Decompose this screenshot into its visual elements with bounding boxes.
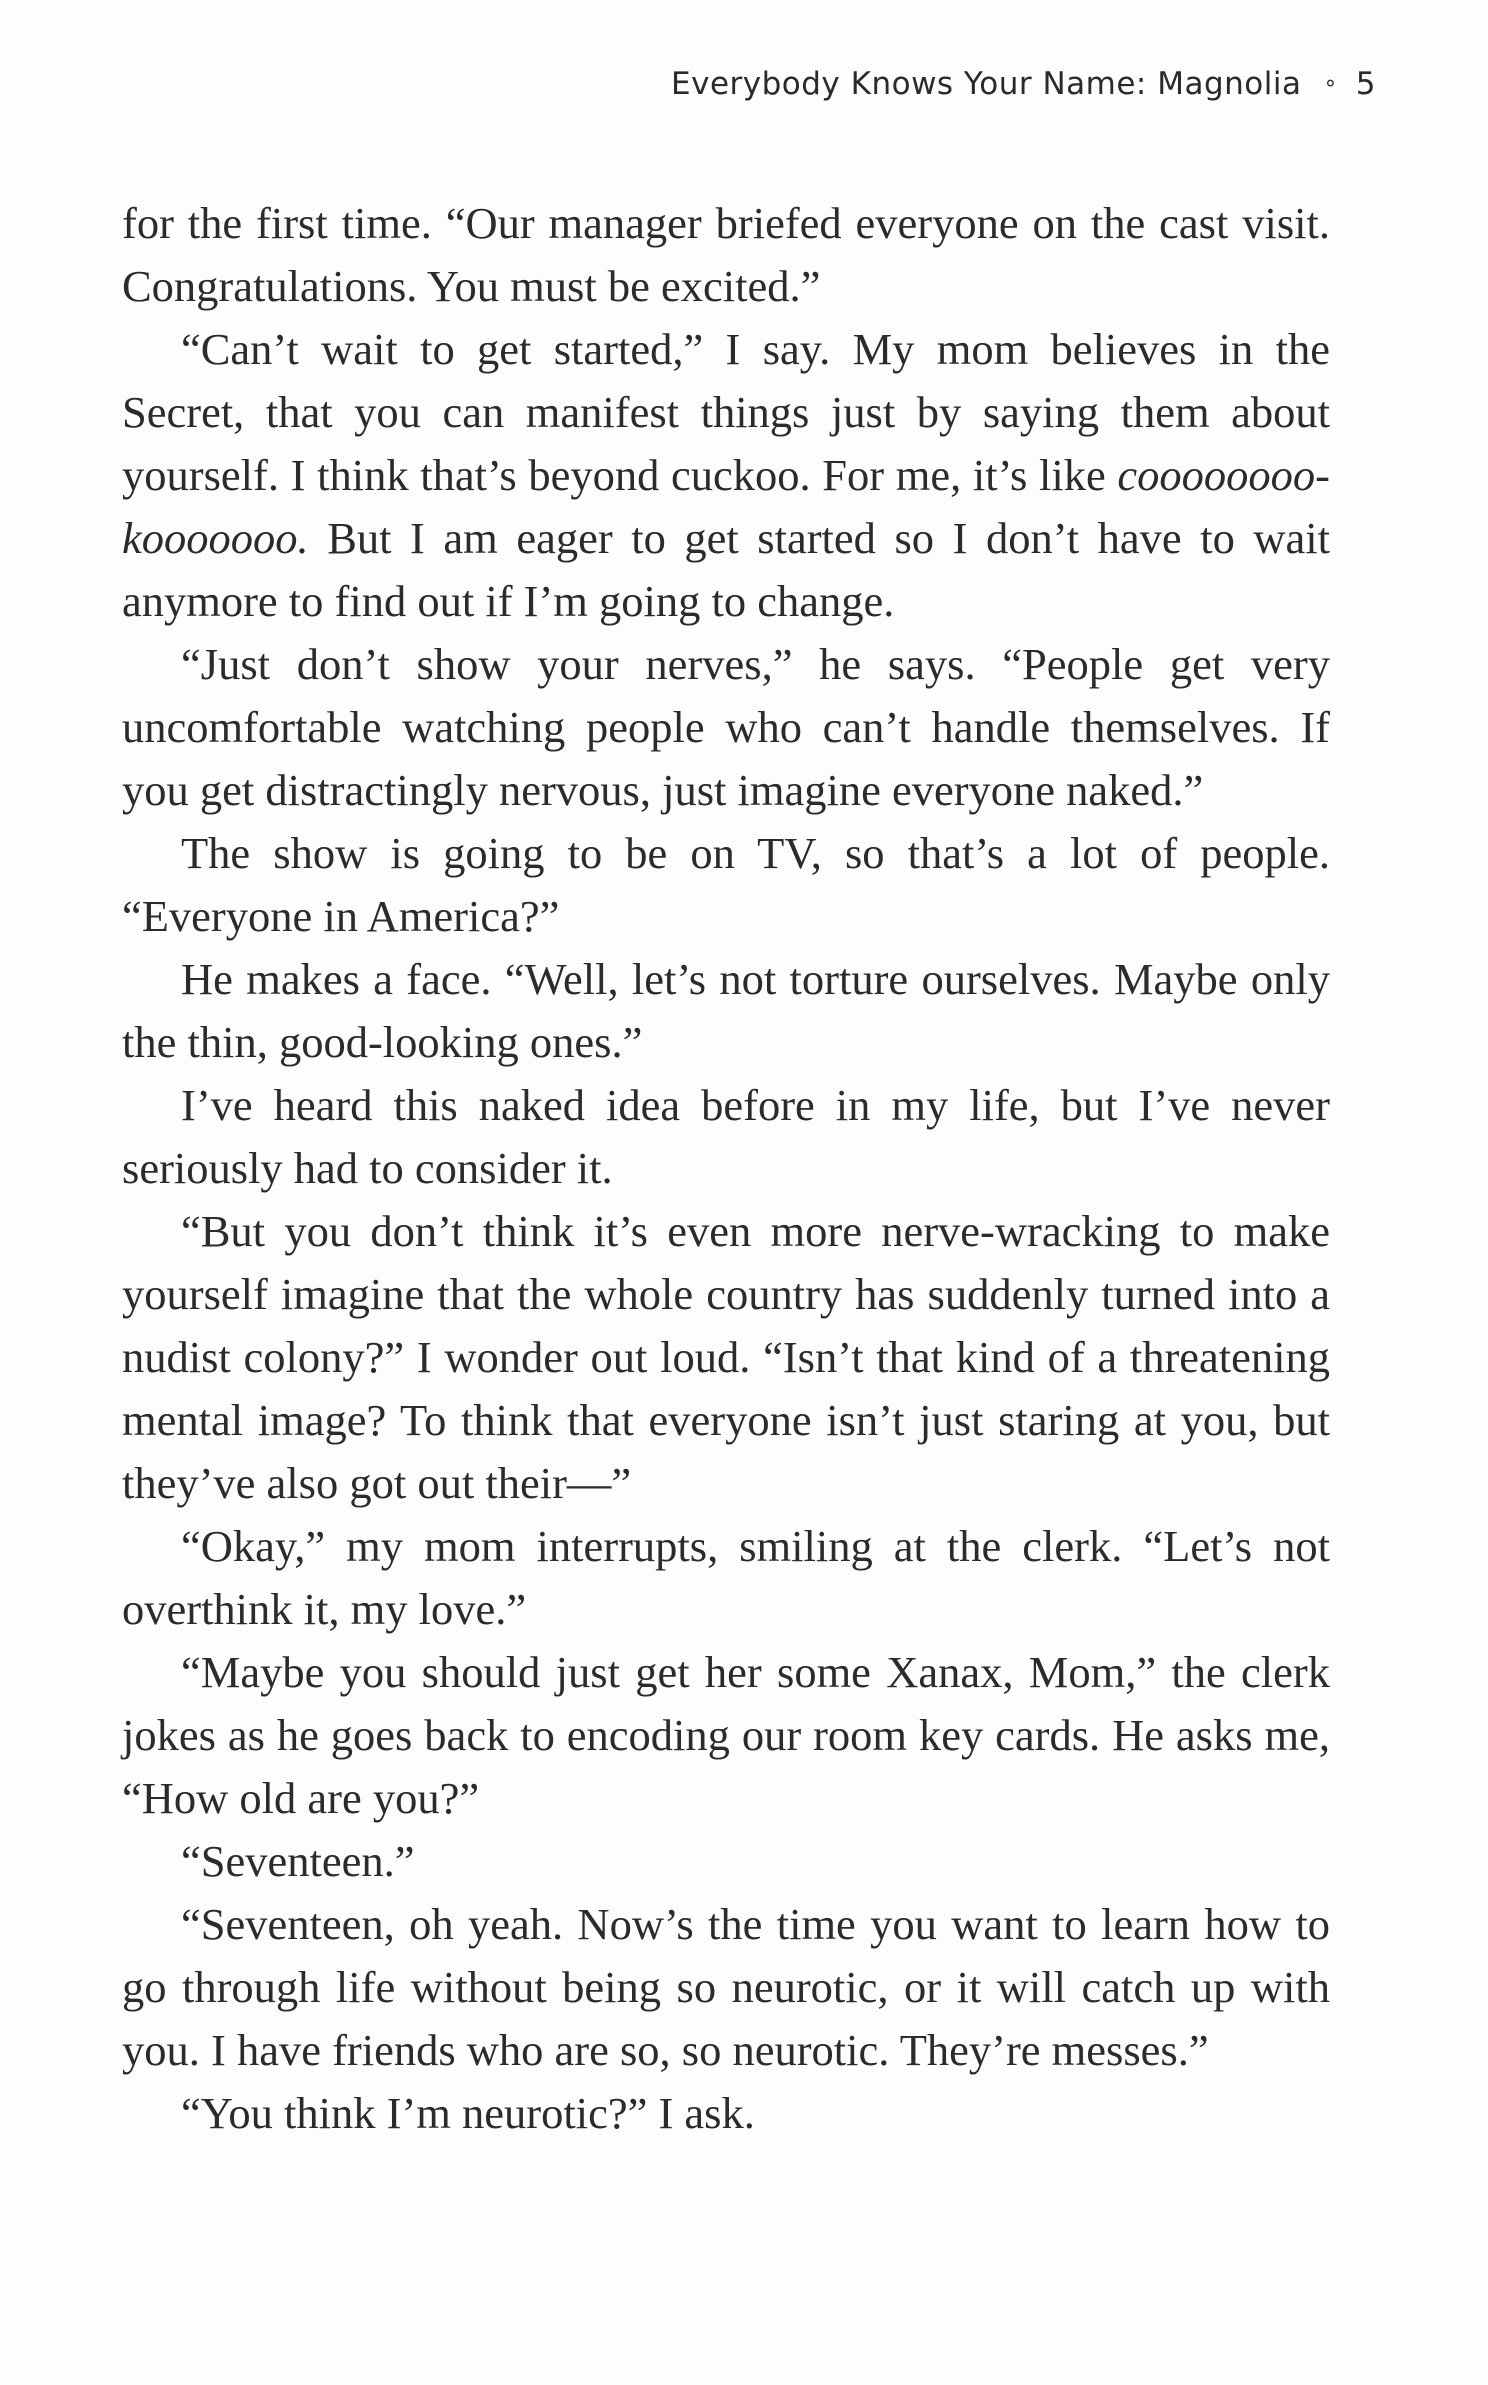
header-separator: ∘ [1323, 71, 1338, 96]
running-head [671, 66, 1376, 102]
page-number: 5 [1355, 66, 1376, 102]
paragraph: The show is going to be on TV, so that’s a lot of people. “Everyone in America?” [122, 828, 1330, 941]
running-title: Everybody Knows Your Name: Magnolia [671, 66, 1302, 102]
paragraph: “Okay,” my mom interrupts, smiling at the clerk. “Let’s not overthink it, my love.” [122, 1521, 1330, 1634]
paragraph: He makes a face. “Well, let’s not torture ourselves. Maybe only the thin, good-looking ones.” [122, 954, 1330, 1067]
cuckoo-italic: coooooooo-kooooooo. [122, 450, 1330, 563]
paragraph: for the first time. “Our manager briefed everyone on the cast visit. Congratulations. You must be excited.” [122, 198, 1330, 311]
paragraph-text: to wait anymore to find out if I’m going to change. [122, 513, 1331, 626]
paragraph [122, 318, 1330, 633]
paragraph: “Seventeen.” [181, 1836, 415, 1886]
body-text [122, 192, 1330, 2145]
paragraph-text: But I am eager to get started so I don’t have [308, 513, 1182, 563]
paragraph: “Just don’t show your nerves,” he says. “People get very uncomfortable watching people who can’t handle themselves. If you get distractingly nervous, just imagine everyone naked.” [122, 639, 1330, 815]
paragraph: “You think I’m neurotic?” I ask. [181, 2088, 755, 2138]
paragraph: “Seventeen, oh yeah. Now’s the time you want to learn how to go through life without being so neurotic, or it will catch up with you. I have friends who are so, so neurotic. They’re messes.” [122, 1899, 1330, 2075]
paragraph-text: “Can’t wait to get started,” I say. My mom believes in the Secret, that you can manifest things just by saying them about yourself. I think that’s beyond cuckoo. For me, it’s like [122, 324, 1330, 500]
paragraph: I’ve heard this naked idea before in my life, but I’ve never seriously had to consider it. [122, 1080, 1330, 1193]
paragraph: “Maybe you should just get her some Xanax, Mom,” the clerk jokes as he goes back to encoding our room key cards. He asks me, “How old are you?” [122, 1647, 1330, 1823]
paragraph: “But you don’t think it’s even more nerve-wracking to make yourself imagine that the whole country has suddenly turned into a nudist colony?” I wonder out loud. “Isn’t that kind of a threatening mental image? To think that everyone isn’t just staring at you, but they’ve also got out their—” [122, 1206, 1330, 1508]
